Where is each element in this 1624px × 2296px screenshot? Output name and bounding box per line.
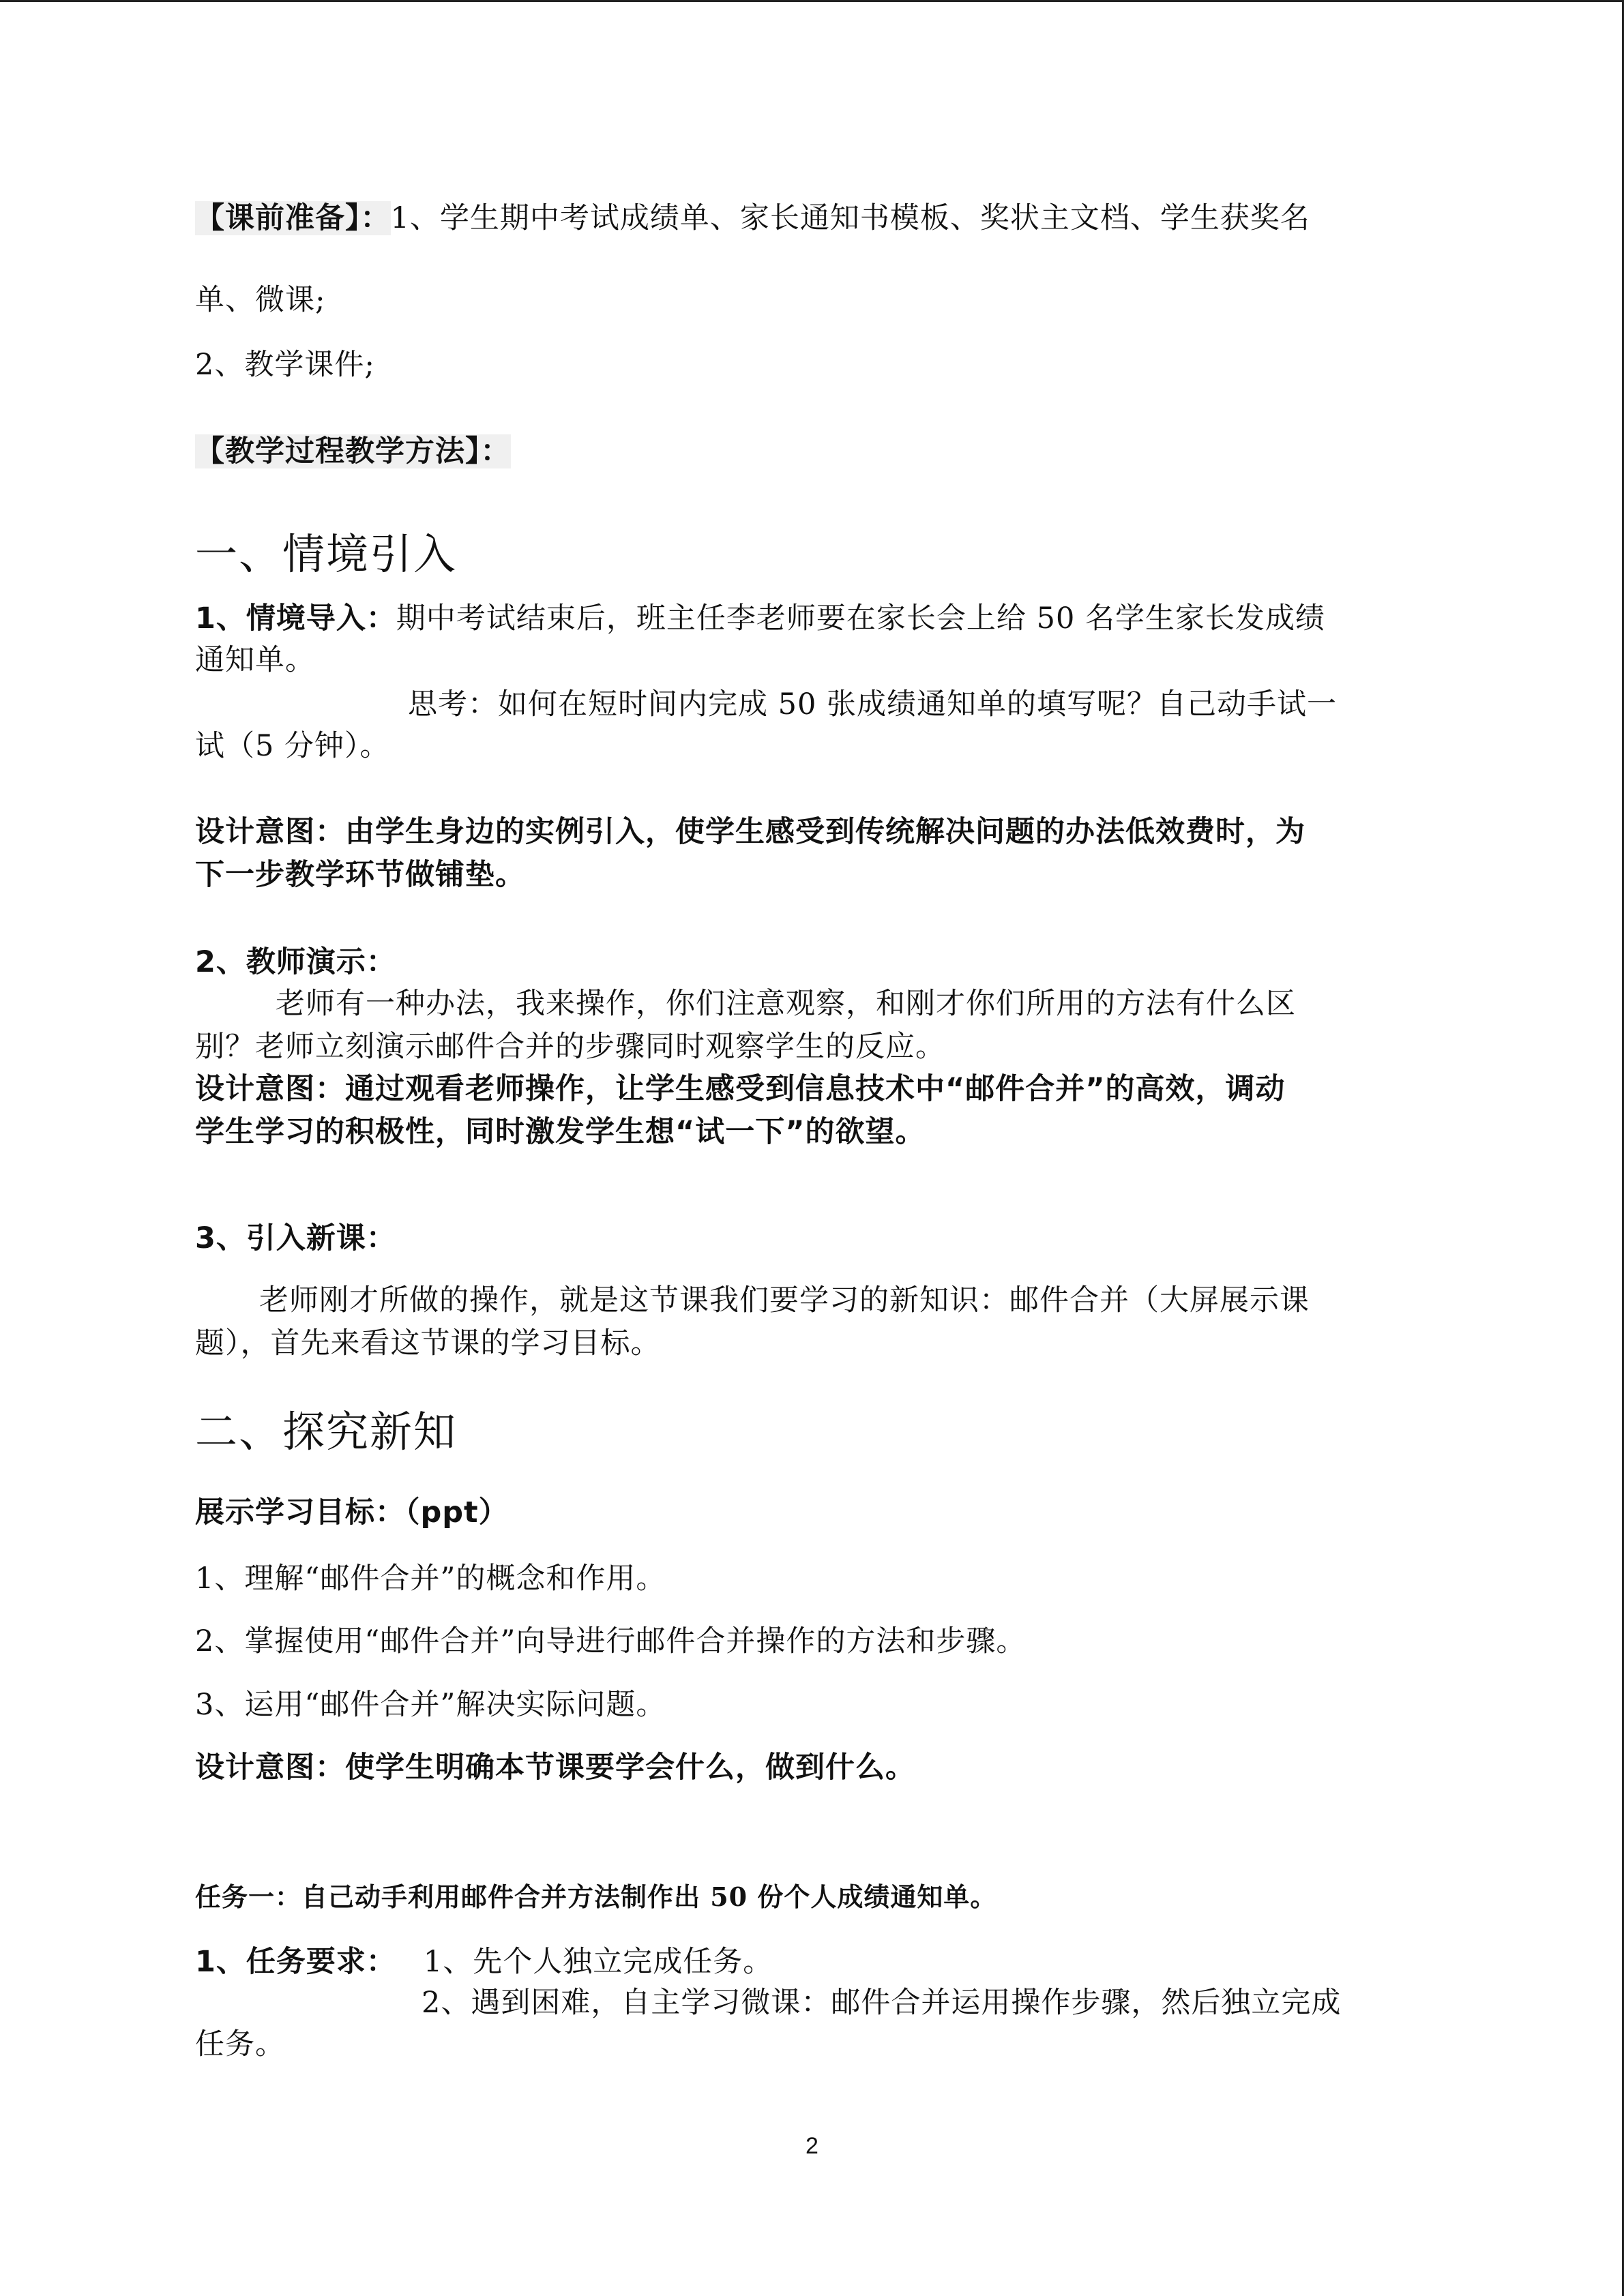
- section1-item2-line2: 别？老师立刻演示邮件合并的步骤同时观察学生的反应。: [195, 1030, 945, 1064]
- section1-item2-line1: 老师有一种办法，我来操作，你们注意观察，和刚才你们所用的方法有什么区: [276, 987, 1296, 1021]
- section1-item1-line1: [195, 598, 1325, 639]
- section2-req-1: 1、先个人独立完成任务。: [423, 1945, 773, 1979]
- section1-item1-label: 1、情境导入：: [195, 601, 396, 636]
- section1-intent1-line1: 设计意图：由学生身边的实例引入，使学生感受到传统解决问题的办法低效费时，为: [195, 815, 1305, 849]
- process-label: [195, 431, 511, 472]
- section2-req-2: 2、遇到困难，自主学习微课：邮件合并运用操作步骤，然后独立完成: [422, 1986, 1342, 2020]
- section1-think-line1: 思考：如何在短时间内完成 50 张成绩通知单的填写呢？自己动手试一: [408, 687, 1338, 721]
- section2-intent: 设计意图：使学生明确本节课要学会什么，做到什么。: [195, 1750, 915, 1785]
- prep-line-1: [195, 198, 1310, 239]
- section2-req-label: 1、任务要求：: [195, 1945, 396, 1979]
- section1-item3-line1: 老师刚才所做的操作，就是这节课我们要学习的新知识：邮件合并（大屏展示课: [259, 1283, 1310, 1317]
- section2-goal-3: 3、运用“邮件合并”解决实际问题。: [195, 1688, 666, 1722]
- page-number: 2: [806, 2133, 818, 2159]
- section2-title: 二、探究新知: [195, 1407, 458, 1457]
- section2-req-line1: [195, 1941, 773, 1982]
- prep-label: 【课前准备】：: [195, 201, 391, 235]
- section2-goals-label: 展示学习目标：（ppt）: [195, 1495, 509, 1530]
- section1-item3-label: 3、引入新课：: [195, 1221, 396, 1255]
- process-label-text: 【教学过程教学方法】：: [195, 434, 511, 468]
- section1-intent2-line1: 设计意图：通过观看老师操作，让学生感受到信息技术中“邮件合并”的高效，调动: [195, 1072, 1286, 1106]
- section1-intent2-line2: 学生学习的积极性，同时激发学生想“试一下”的欲望。: [195, 1115, 926, 1149]
- section2-goal-1: 1、理解“邮件合并”的概念和作用。: [195, 1562, 666, 1596]
- section2-task1: 任务一：自己动手利用邮件合并方法制作出 50 份个人成绩通知单。: [195, 1881, 997, 1912]
- section1-item3-line2: 题），首先来看这节课的学习目标。: [195, 1326, 661, 1360]
- section1-item2-label: 2、教师演示：: [195, 945, 396, 979]
- section1-think-line2: 试（5 分钟）。: [195, 729, 390, 763]
- page-border-top: [0, 0, 1624, 2]
- section2-req-3: 任务。: [195, 2027, 285, 2061]
- prep-line-3: 2、教学课件;: [195, 348, 375, 382]
- prep-line-2: 单、微课;: [195, 283, 326, 317]
- section1-item1-line2: 通知单。: [195, 643, 315, 677]
- section1-intent1-line2: 下一步教学环节做铺垫。: [195, 858, 525, 892]
- section1-title: 一、情境引入: [195, 529, 458, 579]
- section2-goal-2: 2、掌握使用“邮件合并”向导进行邮件合并操作的方法和步骤。: [195, 1624, 1027, 1658]
- prep-text-1: 1、学生期中考试成绩单、家长通知书模板、奖状主文档、学生获奖名: [390, 201, 1310, 235]
- section1-item1-text: 期中考试结束后，班主任李老师要在家长会上给 50 名学生家长发成绩: [396, 601, 1325, 636]
